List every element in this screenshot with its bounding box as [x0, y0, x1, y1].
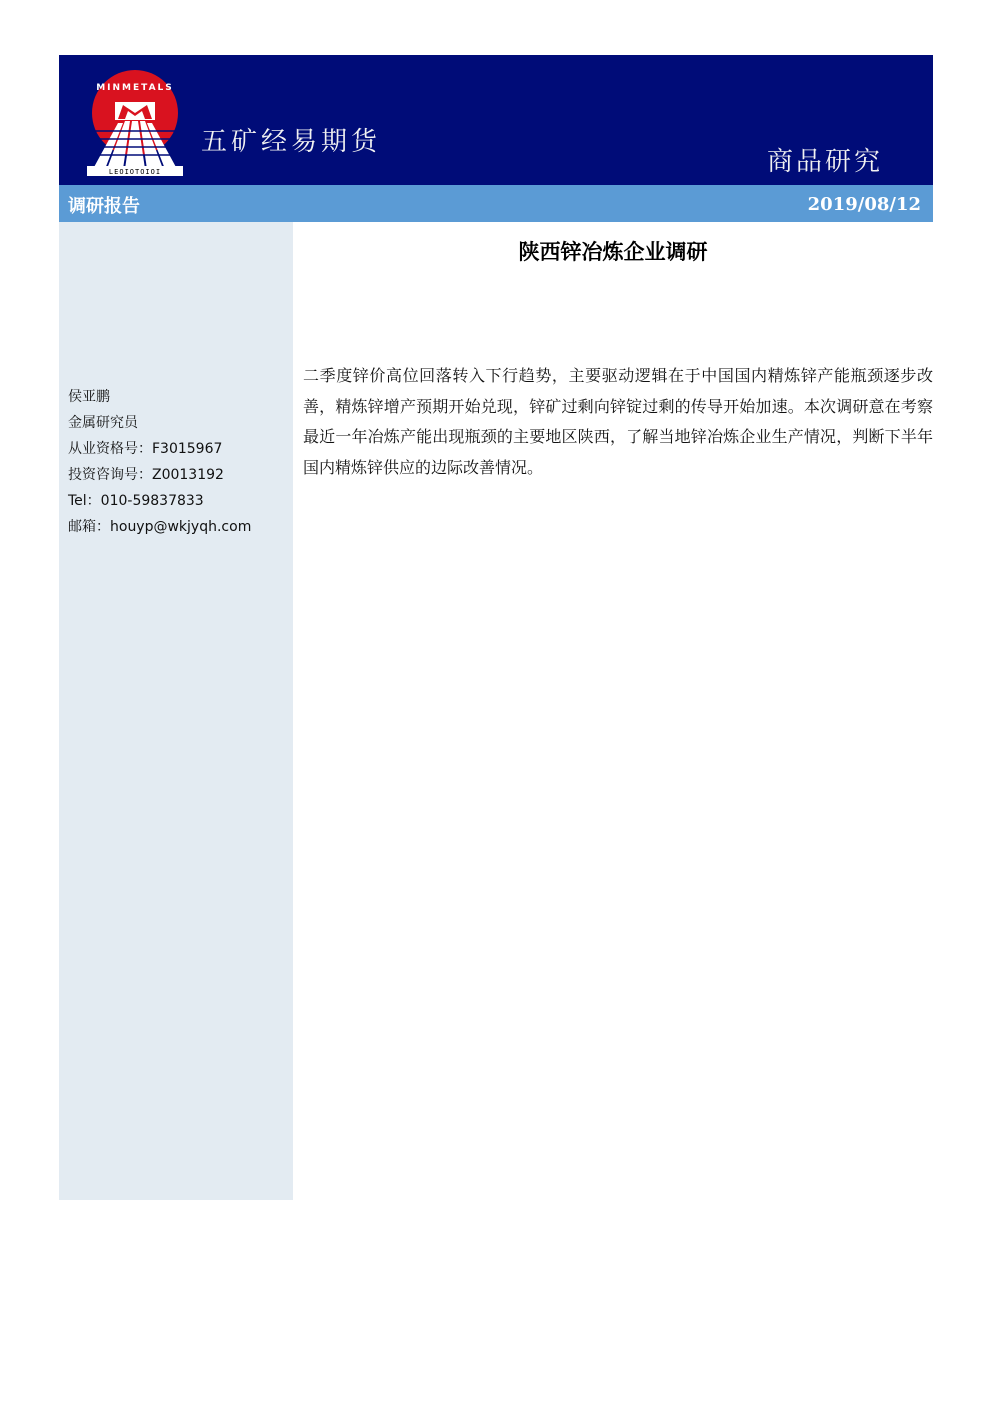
author-role: 金属研究员 [68, 415, 138, 431]
author-info [68, 384, 251, 540]
author-email[interactable]: 邮箱：houyp@wkjyqh.com [68, 519, 252, 535]
section-label: 商品研究 [766, 147, 883, 177]
author-sidebar [59, 222, 293, 1200]
report-header [59, 55, 933, 185]
report-date: 2019/08/12 [807, 194, 921, 215]
svg-text:LEOIOTOIOI: LEOIOTOIOI [108, 168, 162, 176]
author-license: 从业资格号：F3015967 [68, 441, 223, 457]
author-consult-number: 投资咨询号：Z0013192 [68, 467, 224, 483]
svg-text:MINMETALS: MINMETALS [96, 83, 174, 93]
report-title: 陕西锌冶炼企业调研 [518, 240, 708, 264]
report-summary: 二季度锌价高位回落转入下行趋势，主要驱动逻辑在于中国国内精炼锌产能瓶颈逐步改善，精炼锌增产预期开始兑现，锌矿过剩向锌锭过剩的传导开始加速。本次调研意在考察最近一年冶炼产能出现瓶颈的主要地区陕西，了解当地锌冶炼企业生产情况，判断下半年国内精炼锌供应的边际改善情况。 [303, 366, 933, 477]
author-name: 侯亚鹏 [68, 389, 110, 405]
report-type: 调研报告 [68, 196, 140, 217]
minmetals-logo-icon [85, 69, 185, 179]
brand-name: 五矿经易期货 [201, 127, 382, 157]
report-type-bar [59, 185, 933, 222]
author-tel: Tel：010-59837833 [68, 493, 204, 509]
